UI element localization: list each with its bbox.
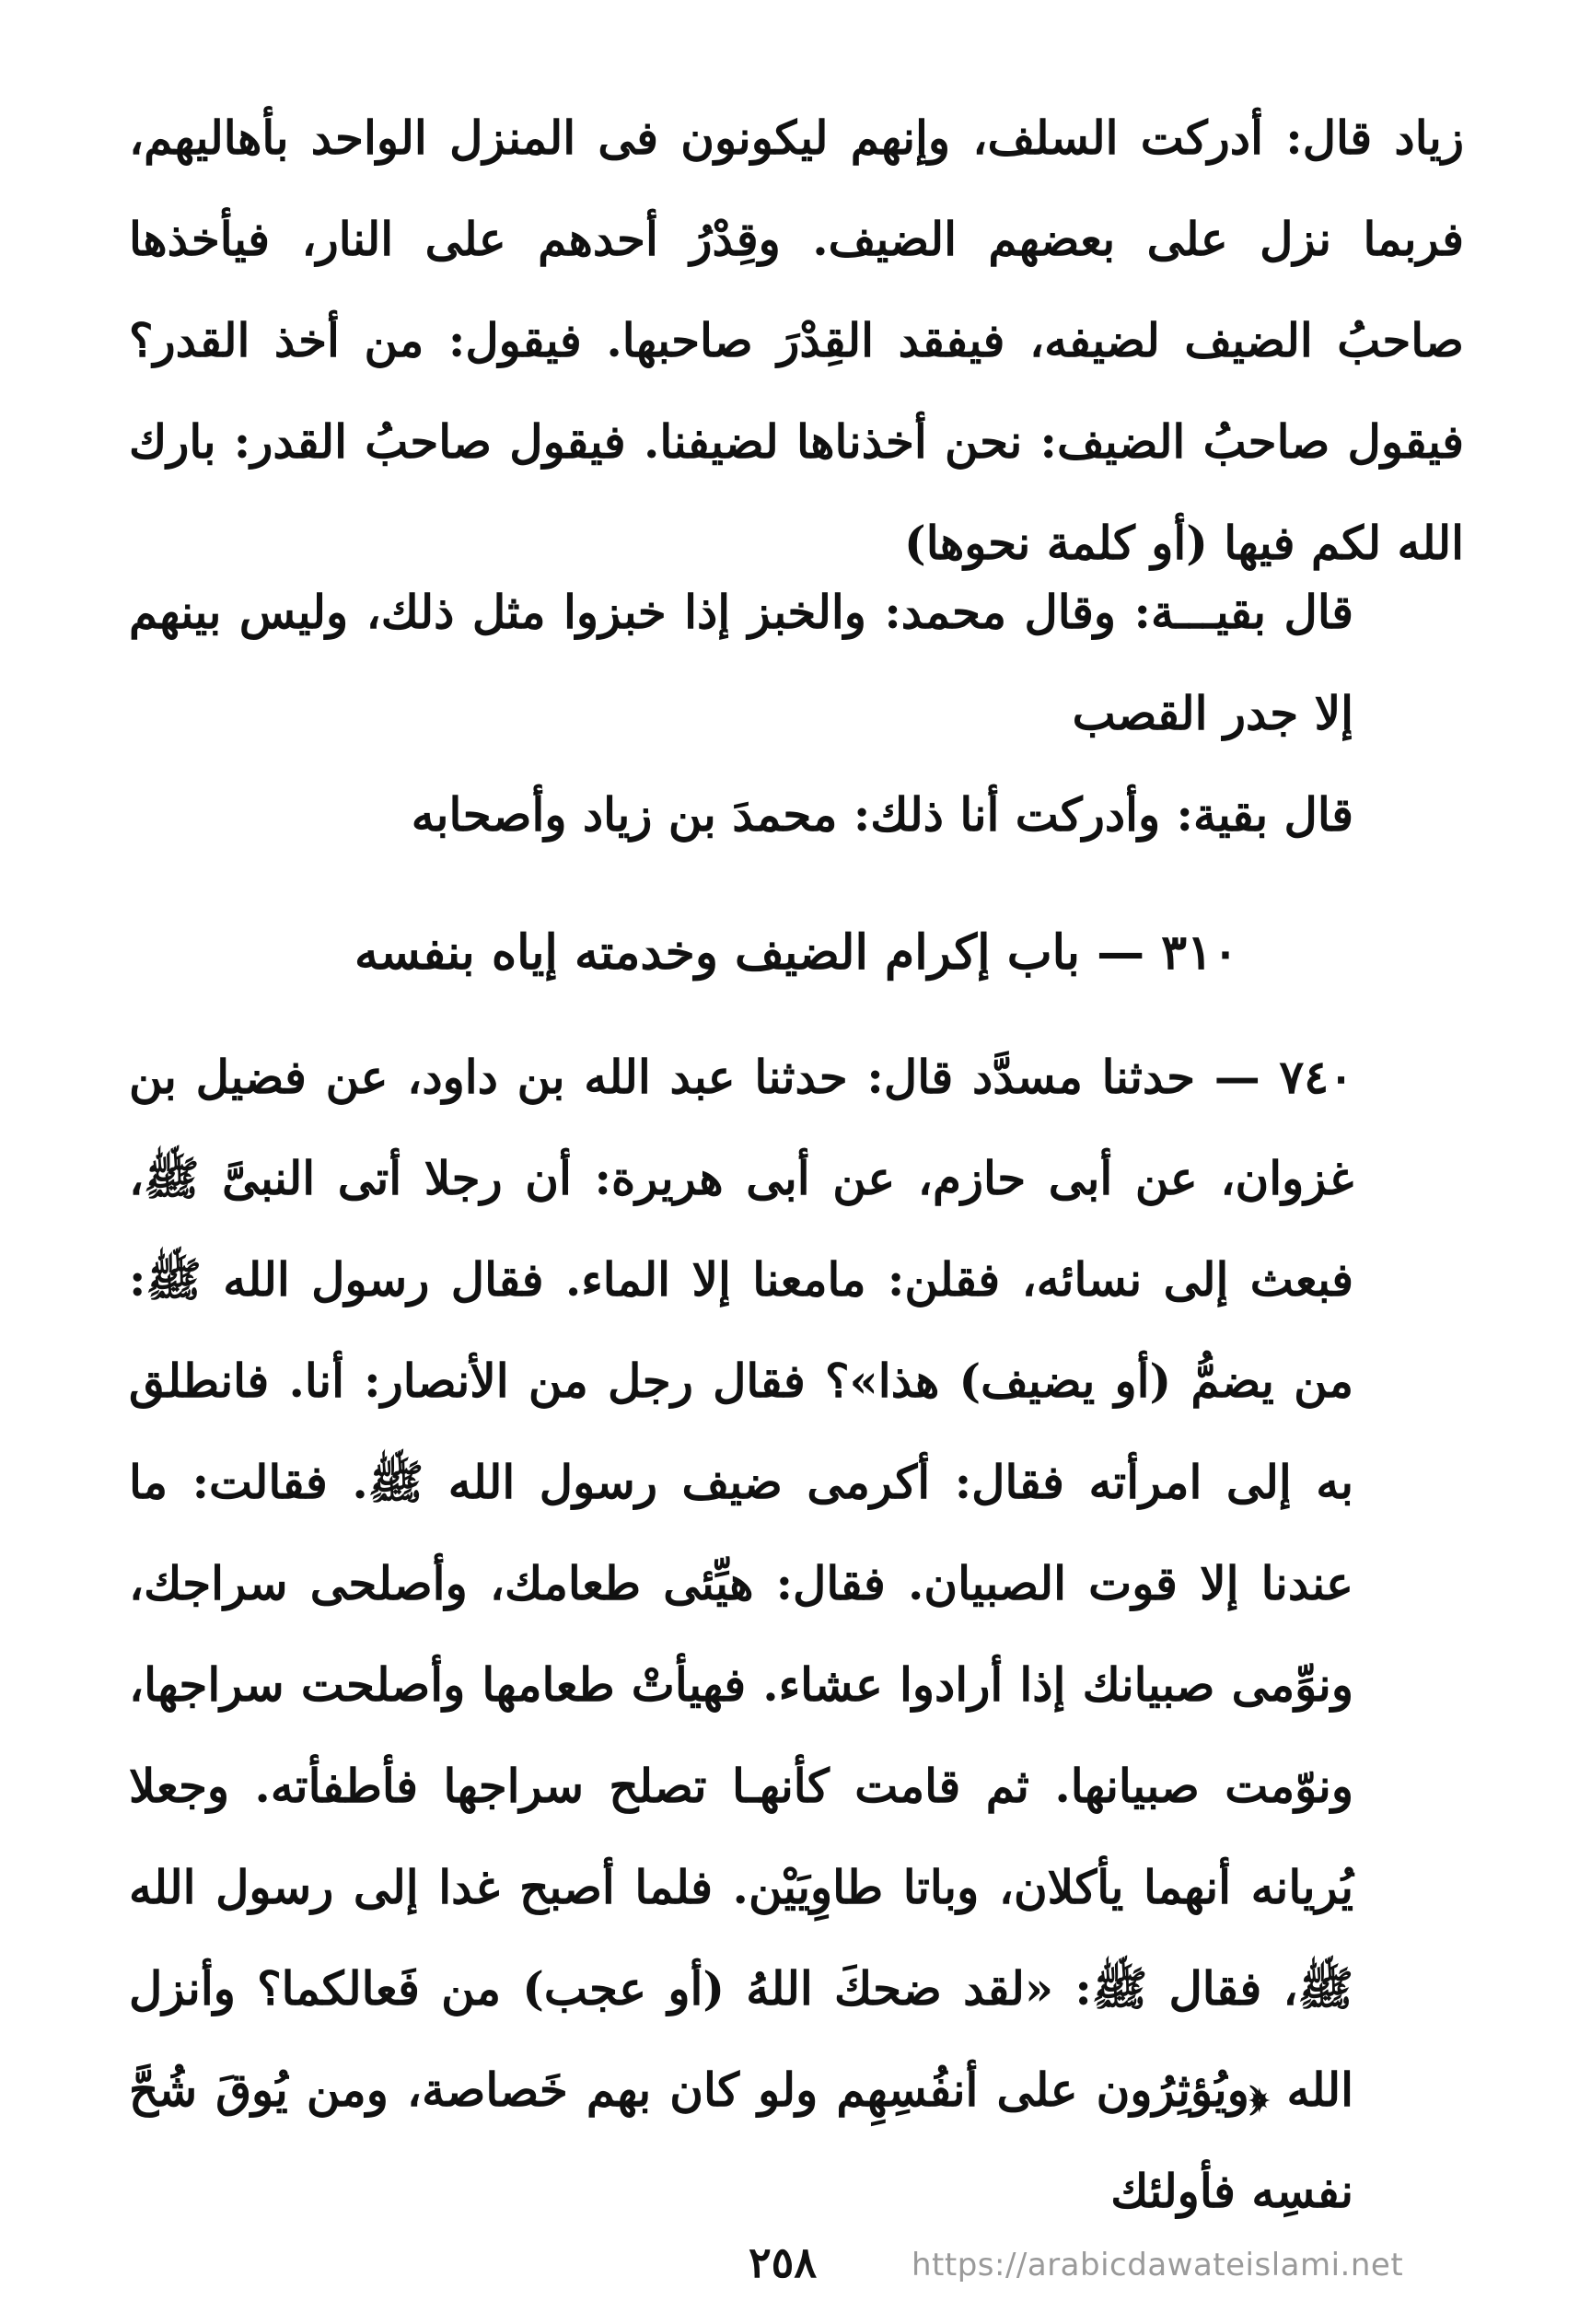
paragraph-continuation [129, 87, 1464, 594]
paragraph-text: قال بقيـــة: وقال محمد: والخبز إذا خبزوا مثل ذلك، وليس بينهم إلا جدر القصب [129, 585, 1353, 740]
chapter-heading: ٣١٠ — باب إكرام الضيف وخدمته إياه بنفسه [354, 924, 1238, 981]
page-number: ٢٥٨ [748, 2237, 818, 2287]
paragraph-text: قال بقية: وأدركت أنا ذلك: محمدَ بن زياد وأصحابه [411, 787, 1353, 842]
paragraph-baqiyya-bread [129, 562, 1464, 764]
paragraph-text: ٧٤٠ — حدثنا مسدَّد قال: حدثنا عبد الله بن داود، عن فضيل بن غزوان، عن أبى حازم، عن أبى هريرة: أن رجلا أتى النبىَّ ﷺ، فبعث إلى نسائه، فقلن: مامعنا إلا الماء. فقال رسول الله ﷺ: من يضمُّ (أو يضيف) هذا»؟ فقال رجل من الأنصار: أنا. فانطلق به إلى امرأته فقال: أكرمى ضيف رسول الله ﷺ. فقالت: ما عندنا إلا قوت الصبيان. فقال: هيِّئى طعامك، وأصلحى سراجك، ونوِّمى صبيانك إذا أرادوا عشاء. فهيأتْ طعامها وأصلحت سراجها، ونوّمت صبيانها. ثم قامت كأنهـا تصلح سراجها فأطفأته. وجعلا يُريانه أنهما يأكلان، وباتا طاوِيَيْن. فلما أصبح غدا إلى رسول الله ﷺ، فقال ﷺ: «لقد ضحكَ اللهُ (أو عجب) من فَعالكما؟ وأنزل الله ﴿ويُؤثِرُون على أنفُسِهِم ولو كان بهم خَصاصة، ومن يُوقَ شُحَّ نفسِه فأولئك [129, 1050, 1353, 2218]
paragraph-text: زياد قال: أدركت السلف، وإنهم ليكونون فى المنزل الواحد بأهاليهم، فربما نزل على بعضهم الضيف. وقِدْرُ أحدهم على النار، فيأخذها صاحبُ الضيف لضيفه، فيفقد القِدْرَ صاحبها. فيقول: من أخذ القدر؟ فيقول صاحبُ الضيف: نحن أخذناها لضيفنا. فيقول صاحبُ القدر: بارك الله لكم فيها (أو كلمة نحوها) [129, 110, 1464, 570]
hadith-740 [129, 1027, 1464, 2242]
paragraph-baqiyya-witness [129, 764, 1464, 866]
source-watermark-url: https://arabicdawateislami.net [912, 2247, 1404, 2283]
